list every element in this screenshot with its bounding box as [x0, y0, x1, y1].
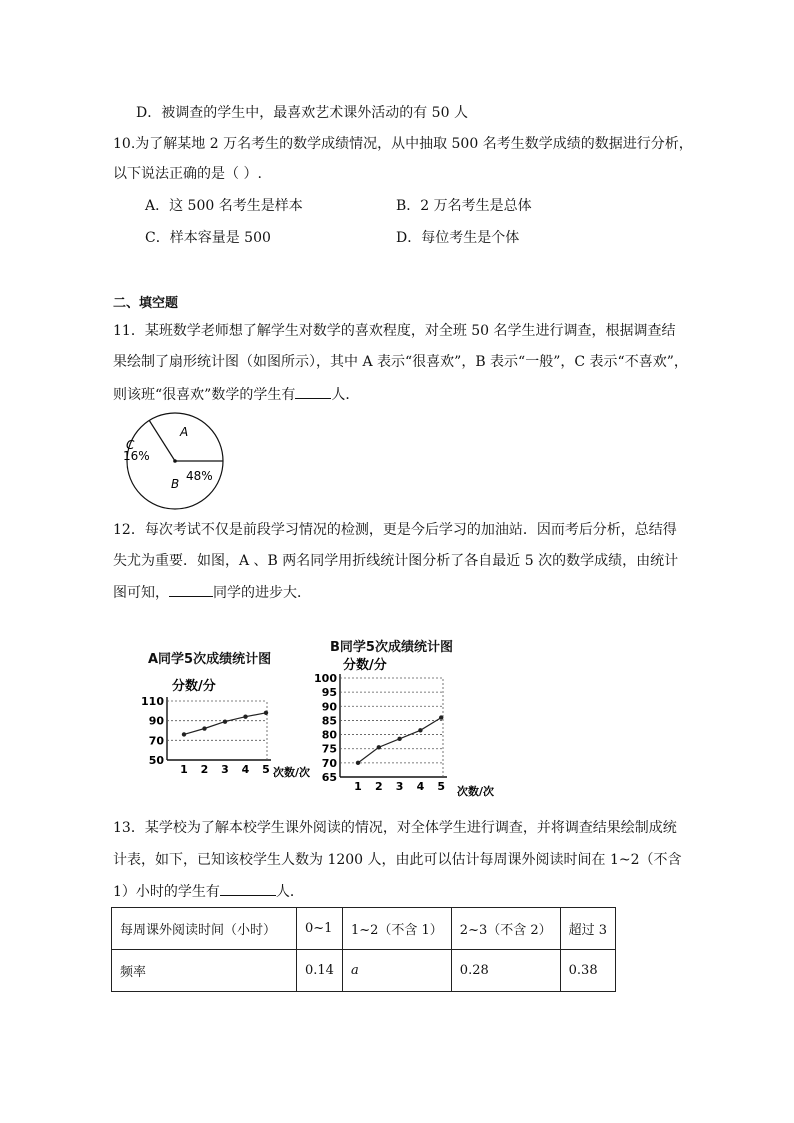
- q10-option-a: A．这 500 名考生是样本: [145, 198, 303, 214]
- y-tick-label: 110: [141, 695, 164, 708]
- data-point: [356, 761, 360, 765]
- y-tick-label: 80: [321, 728, 337, 742]
- table-row: [112, 950, 616, 992]
- q12-line3-suffix: 同学的进步大．: [213, 585, 311, 601]
- q10-stem-line2: 以下说法正确的是（ ）.: [113, 166, 262, 182]
- q9-option-d: D．被调查的学生中，最喜欢艺术课外活动的有 50 人: [136, 105, 468, 121]
- q11-stem-line1: 11．某班数学老师想了解学生对数学的喜欢程度，对全班 50 名学生进行调查，根据调查结: [113, 323, 676, 339]
- y-tick-label: 65: [321, 771, 337, 784]
- y-axis-label: 分数/分: [172, 679, 216, 694]
- q12-stem-line1: 12．每次考试不仅是前段学习情况的检测，更是今后学习的加油站．因而考后分析，总结得: [113, 522, 677, 538]
- x-axis-label: 次数/次: [273, 766, 311, 779]
- data-point: [264, 711, 268, 715]
- chart-a-title: A同学5次成绩统计图: [148, 652, 272, 667]
- q12-line3-prefix: 图可知，: [113, 585, 169, 601]
- reading-time-table: [111, 907, 616, 992]
- data-point: [377, 745, 381, 749]
- y-tick-label: 75: [321, 742, 337, 756]
- q10-option-b: B．2 万名考生是总体: [396, 198, 532, 214]
- data-point: [202, 726, 206, 730]
- y-tick-label: 100: [314, 672, 337, 685]
- q13-stem-line3: [113, 881, 304, 902]
- q13-answer-blank[interactable]: [220, 881, 276, 896]
- pie-center: [173, 459, 177, 463]
- q11-answer-blank[interactable]: [295, 384, 331, 399]
- q12-stem-line2: 失尤为重要．如图，A 、B 两名同学用折线统计图分析了各自最近 5 次的数学成绩，由统计: [113, 553, 679, 569]
- data-point: [418, 728, 422, 732]
- data-point: [397, 737, 401, 741]
- table-cell: 0.28: [451, 950, 560, 992]
- data-point: [439, 715, 443, 719]
- table-cell: 频率: [112, 950, 297, 992]
- pie-label-b: B: [171, 477, 180, 491]
- y-tick-label: 70: [148, 734, 164, 748]
- q11-line3-suffix: 人．: [331, 387, 360, 403]
- x-tick-label: 5: [437, 780, 446, 793]
- y-tick-label: 85: [321, 714, 337, 728]
- section-heading: 二、填空题: [113, 296, 179, 311]
- pie-pct-c: 16%: [123, 449, 150, 463]
- x-tick-label: 3: [395, 780, 404, 793]
- q12-stem-line3: [113, 582, 311, 603]
- q10-option-d: D．每位考生是个体: [396, 230, 520, 246]
- y-tick-label: 90: [321, 700, 337, 714]
- data-point: [182, 732, 186, 736]
- table-cell: a: [342, 950, 451, 992]
- x-tick-label: 1: [180, 763, 188, 776]
- q13-line3-suffix: 人．: [275, 884, 304, 900]
- y-axis-label: 分数/分: [343, 658, 387, 673]
- pie-label-a: A: [180, 425, 189, 439]
- q13-stem-line1: 13．某学校为了解本校学生课外阅读的情况，对全体学生进行调查，并将调查结果绘制成统: [113, 820, 677, 836]
- q11-stem-line3: [113, 384, 359, 405]
- table-cell: 0.14: [297, 950, 343, 992]
- q13-line3-prefix: 1）小时的学生有: [113, 884, 220, 900]
- q10-option-c: C．样本容量是 500: [145, 230, 271, 246]
- table-header-cell: 每周课外阅读时间（小时）: [112, 908, 297, 950]
- q11-stem-line2: 果绘制了扇形统计图（如图所示），其中 A 表示“很喜欢”，B 表示“一般”，C 表示“不喜欢”，: [113, 354, 688, 370]
- x-tick-label: 1: [354, 780, 362, 793]
- q11-pie-chart: [118, 412, 236, 520]
- q10-stem-line1: 10.为了解某地 2 万名考生的数学成绩情况，从中抽取 500 名考生数学成绩的数据进行分析，: [113, 136, 693, 152]
- data-point: [223, 719, 227, 723]
- y-tick-label: 50: [148, 754, 164, 767]
- q13-stem-line2: 计表，如下，已知该校学生人数为 1200 人，由此可以估计每周课外阅读时间在 1~2（不含: [113, 852, 682, 868]
- table-row: [112, 908, 616, 950]
- chart-a: [140, 672, 311, 780]
- chart-b: [310, 653, 505, 800]
- x-axis-label: 次数/次: [457, 785, 495, 798]
- pie-pct-b: 48%: [186, 469, 213, 483]
- x-tick-label: 2: [374, 780, 383, 793]
- x-tick-label: 3: [221, 763, 229, 776]
- q11-line3-prefix: 则该班“很喜欢”数学的学生有: [113, 387, 296, 403]
- y-tick-label: 95: [321, 686, 337, 700]
- q12-answer-blank[interactable]: [169, 582, 213, 597]
- chart-b-title: B同学5次成绩统计图: [330, 640, 453, 655]
- x-tick-label: 4: [241, 763, 250, 776]
- table-header-cell: 1~2（不含 1）: [342, 908, 451, 950]
- table-header-cell: 0~1: [297, 908, 343, 950]
- pie-radius-c: [149, 421, 175, 462]
- table-header-cell: 超过 3: [560, 908, 615, 950]
- table-cell: 0.38: [560, 950, 615, 992]
- pie-label-c: C: [126, 438, 135, 452]
- x-tick-label: 2: [200, 763, 209, 776]
- x-tick-label: 4: [416, 780, 425, 793]
- data-point: [243, 715, 247, 719]
- table-header-cell: 2~3（不含 2）: [451, 908, 560, 950]
- x-tick-label: 5: [262, 763, 270, 776]
- y-tick-label: 70: [321, 756, 337, 770]
- y-tick-label: 90: [148, 714, 164, 728]
